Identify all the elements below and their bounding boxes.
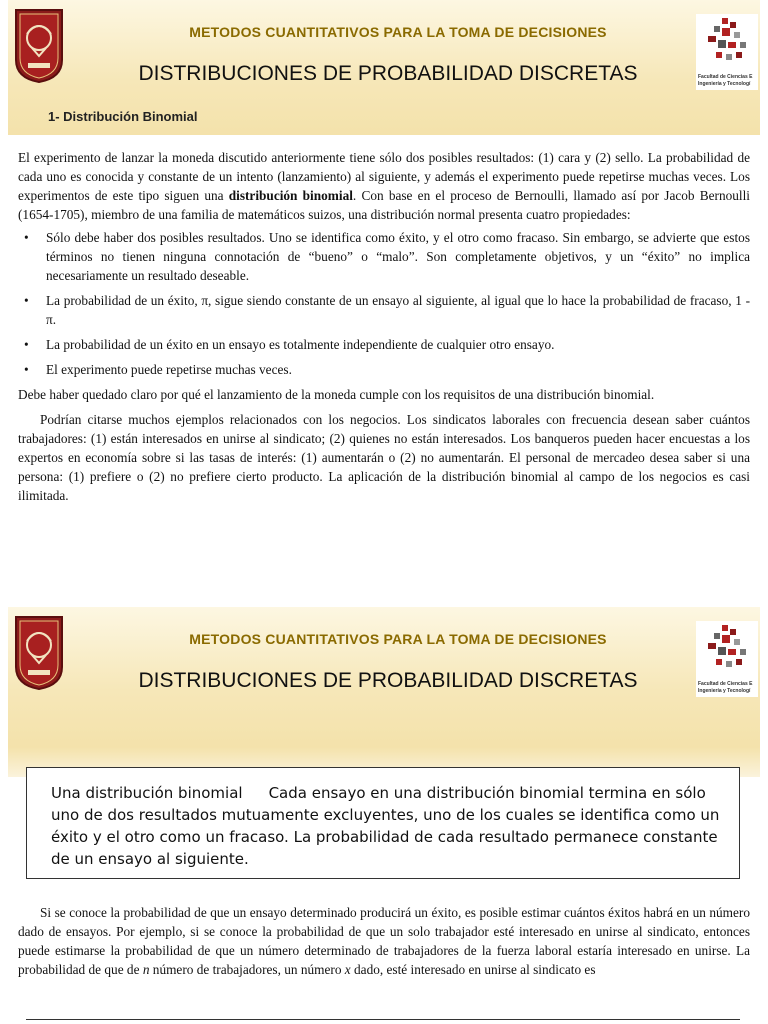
estimation-paragraph: Si se conoce la probabilidad de que un ensayo determinado producirá un éxito, es posible estimar cuántos éxitos habrá en un número dado de ensayos. Por ejemplo, si se conoce la probabilidad de que un solo trabajador esté interesado en unirse al sindicato, entonces puede estimarse la probabilidad de que un número determinado de trabajadores de la fuerza laboral estaría interesado en unirse. La probabilidad de que de n número de trabajadores, un número x dado, esté interesado en unirse al sindicato es	[18, 905, 750, 977]
list-item: • La probabilidad de un éxito, π, sigue siendo constante de un ensayo al siguiente, al igual que lo hace la probabilidad de fracaso, 1 - π.	[46, 291, 750, 329]
definition-term: Una distribución binomial	[51, 784, 243, 802]
svg-text:Ingeniería y Tecnologí: Ingeniería y Tecnologí	[698, 688, 751, 694]
slide-2	[8, 607, 760, 1024]
course-title: METODOS CUANTITATIVOS PARA LA TOMA DE DECISIONES	[189, 631, 607, 647]
university-crest-icon	[14, 8, 64, 84]
intro-paragraph: El experimento de lanzar la moneda discutido anteriormente tiene sólo dos posibles resultados: (1) cara y (2) sello. La probabilidad de cada uno es conocida y constante de un intento (lanzamiento) al siguiente, y además el experimento puede repetirse muchas veces. Los experimentos de este tipo siguen una distribución binomial. Con base en el proceso de Bernoulli, llamado así por Jacob Bernoulli (1654-1705), miembro de una familia de matemáticos suizos, una distribución normal presenta cuatro propiedades:	[18, 150, 751, 222]
emphasis-term: distribución binomial	[228, 188, 353, 203]
definition-box	[26, 767, 740, 879]
slide-1	[8, 0, 760, 580]
list-item: • La probabilidad de un éxito en un ensayo es totalmente independiente de cualquier otro ensayo.	[46, 335, 750, 354]
svg-text:Ingeniería y Tecnologí: Ingeniería y Tecnologí	[698, 81, 751, 87]
list-item: • El experimento puede repetirse muchas veces.	[46, 360, 750, 379]
examples-paragraph: Podrían citarse muchos ejemplos relacionados con los negocios. Los sindicatos laborales con frecuencia desean saber cuántos trabajadores: (1) están interesados en unirse al sindicato; (2) quienes no están interesados. Los banqueros pueden hacer encuestas a los expertos en economía sobre si las tasas de interés: (1) aumentarán o (2) no aumentarán. El personal de mercadeo desea saber si una persona: (1) prefiere o (2) no prefiere cierto producto. La aplicación de la distribución binomial al campo de los negocios es casi ilimitada.	[18, 412, 750, 503]
slide-title: DISTRIBUCIONES DE PROBABILIDAD DISCRETAS	[138, 669, 638, 692]
course-title: METODOS CUANTITATIVOS PARA LA TOMA DE DECISIONES	[189, 24, 607, 40]
properties-list	[18, 228, 750, 379]
formula-box	[26, 1019, 740, 1024]
list-item: • Sólo debe haber dos posibles resultados. Uno se identifica como éxito, y el otro como fracaso. Sin embargo, se advierte que estos términos no tienen ninguna connotación de “bueno” o “malo”. Son completamente objetivos, y un “éxito” no implica necesariamente un resultado deseable.	[46, 228, 750, 285]
university-crest-icon	[14, 615, 64, 691]
conclusion-paragraph: Debe haber quedado claro por qué el lanzamiento de la moneda cumple con los requisitos de una distribución binomial.	[18, 387, 655, 402]
slide-body	[18, 148, 750, 505]
faculty-logo-text: Facultad de Ciencias E	[698, 74, 753, 80]
slide-body	[18, 903, 750, 979]
definition-text: Cada ensayo en una distribución binomial termina en sólo uno de dos resultados mutuamente excluyentes, uno de los cuales se identifica como un éxito y el otro como un fracaso. La probabilidad de cada resultado permanece constante de un ensayo al siguiente.	[51, 784, 720, 868]
slide-title: DISTRIBUCIONES DE PROBABILIDAD DISCRETAS	[138, 62, 638, 85]
faculty-logo-icon	[696, 14, 758, 90]
svg-text:Facultad de Ciencias E: Facultad de Ciencias E	[698, 681, 753, 687]
faculty-logo-icon	[696, 621, 758, 697]
section-heading: 1- Distribución Binomial	[48, 109, 198, 124]
